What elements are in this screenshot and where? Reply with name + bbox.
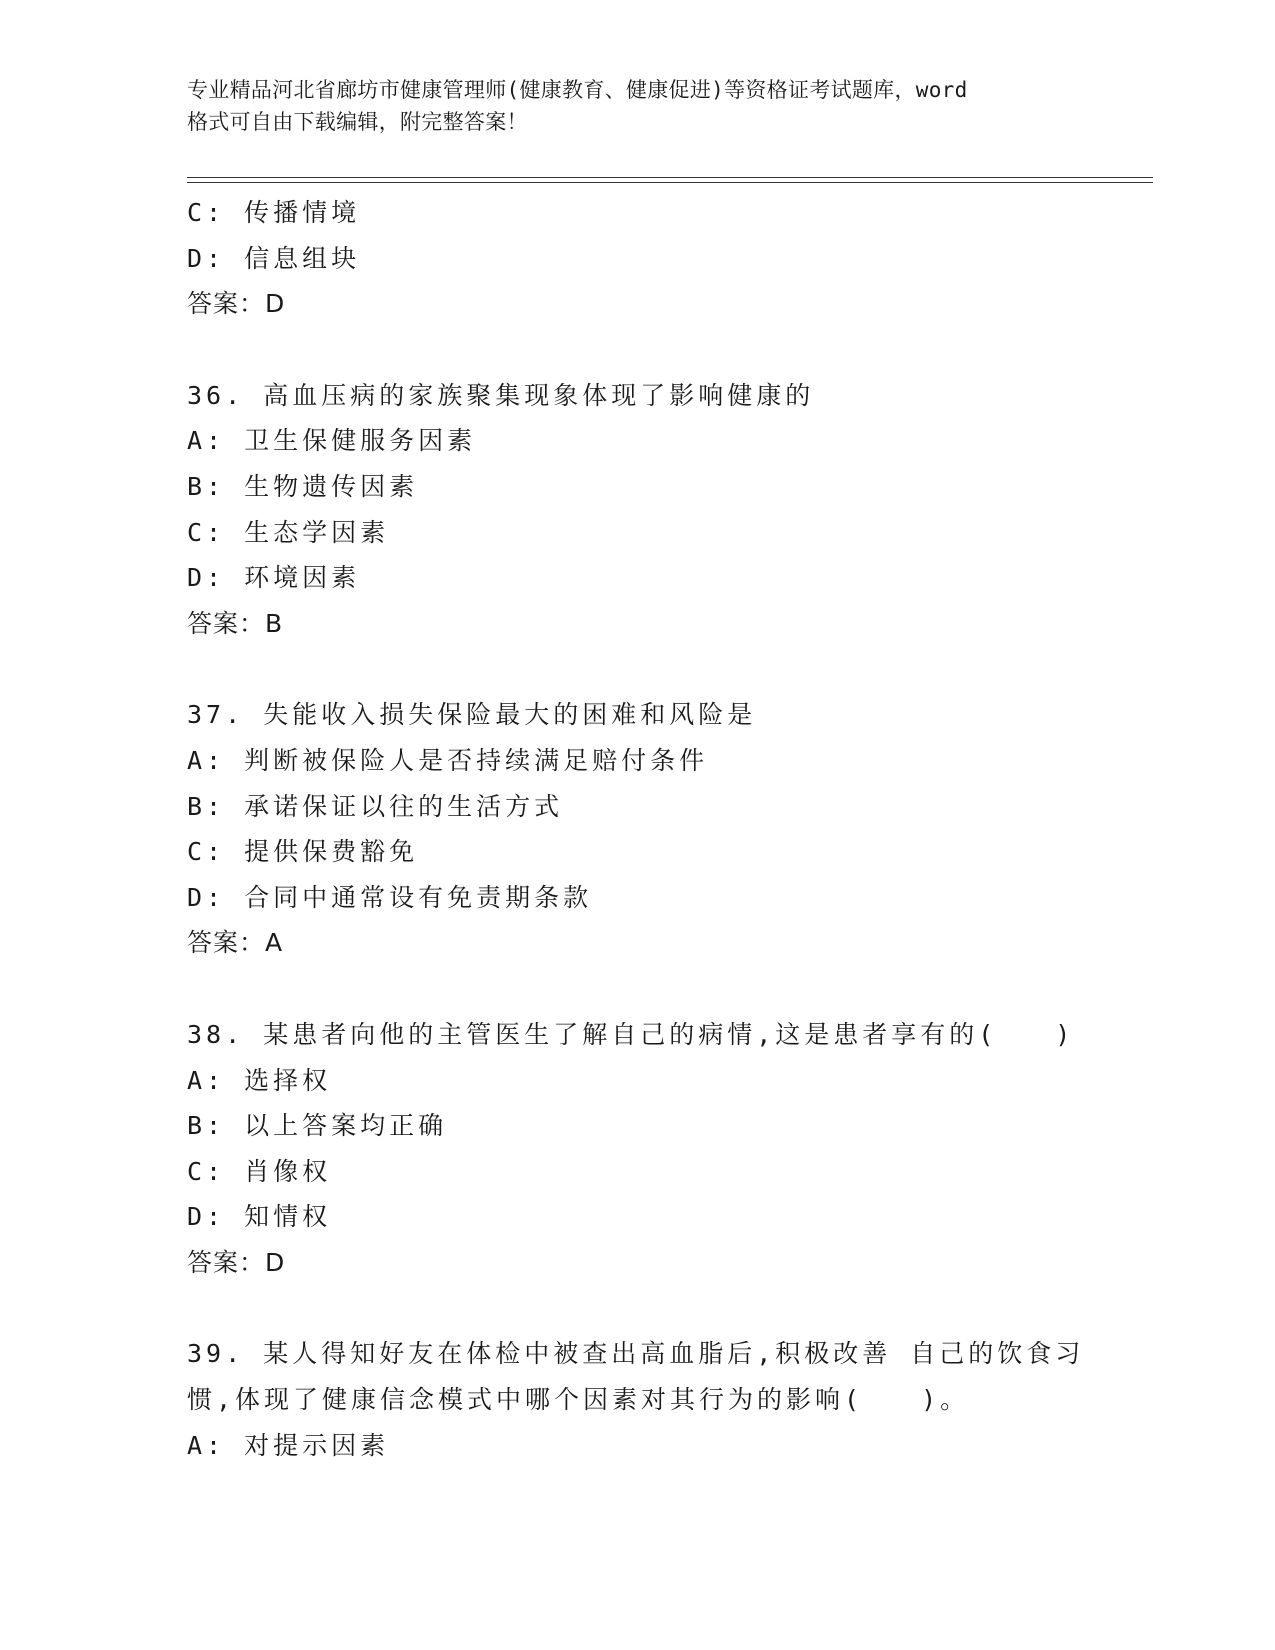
option-d: D: 信息组块 [187,243,361,273]
option-a: A: 对提示因素 [187,1430,390,1460]
option-a: A: 选择权 [187,1065,332,1095]
header-line-2: 格式可自由下载编辑，附完整答案！ [187,110,528,134]
question-37 [187,692,1147,966]
question-list [187,190,1147,1468]
document-header [187,74,1087,138]
header-divider-top [187,177,1153,178]
question-stem: 37. 失能收入损失保险最大的困难和风险是 [187,700,757,730]
option-b: B: 生物遗传因素 [187,471,419,501]
option-d: D: 合同中通常设有免责期条款 [187,882,593,912]
question-35 [187,190,1147,327]
question-stem: 38. 某患者向他的主管医生了解自己的病情,这是患者享有的( ) [187,1019,1075,1049]
option-c: C: 传播情境 [187,198,361,227]
header-divider-bottom [187,182,1153,183]
option-a: A: 卫生保健服务因素 [187,426,477,456]
question-stem-line-1: 39. 某人得知好友在体检中被查出高血脂后,积极改善 自己的饮食习 [187,1339,1085,1369]
header-line-1: 专业精品河北省廊坊市健康管理师(健康教育、健康促进)等资格证考试题库，word [187,78,968,102]
question-38 [187,1012,1147,1286]
question-36 [187,373,1147,647]
option-b: B: 以上答案均正确 [187,1111,448,1141]
answer: 答案：D [187,289,286,319]
option-a: A: 判断被保险人是否持续满足赔付条件 [187,745,709,775]
answer: 答案：D [187,1247,286,1277]
question-stem-line-2: 惯,体现了健康信念模式中哪个因素对其行为的影响( )。 [187,1385,970,1415]
option-d: D: 知情权 [187,1202,332,1232]
answer: 答案：A [187,928,284,958]
option-c: C: 生态学因素 [187,517,390,547]
option-b: B: 承诺保证以往的生活方式 [187,791,564,821]
question-39 [187,1331,1147,1468]
answer: 答案：B [187,608,284,638]
option-c: C: 提供保费豁免 [187,837,419,867]
option-d: D: 环境因素 [187,563,361,593]
option-c: C: 肖像权 [187,1156,332,1186]
question-stem: 36. 高血压病的家族聚集现象体现了影响健康的 [187,380,815,410]
